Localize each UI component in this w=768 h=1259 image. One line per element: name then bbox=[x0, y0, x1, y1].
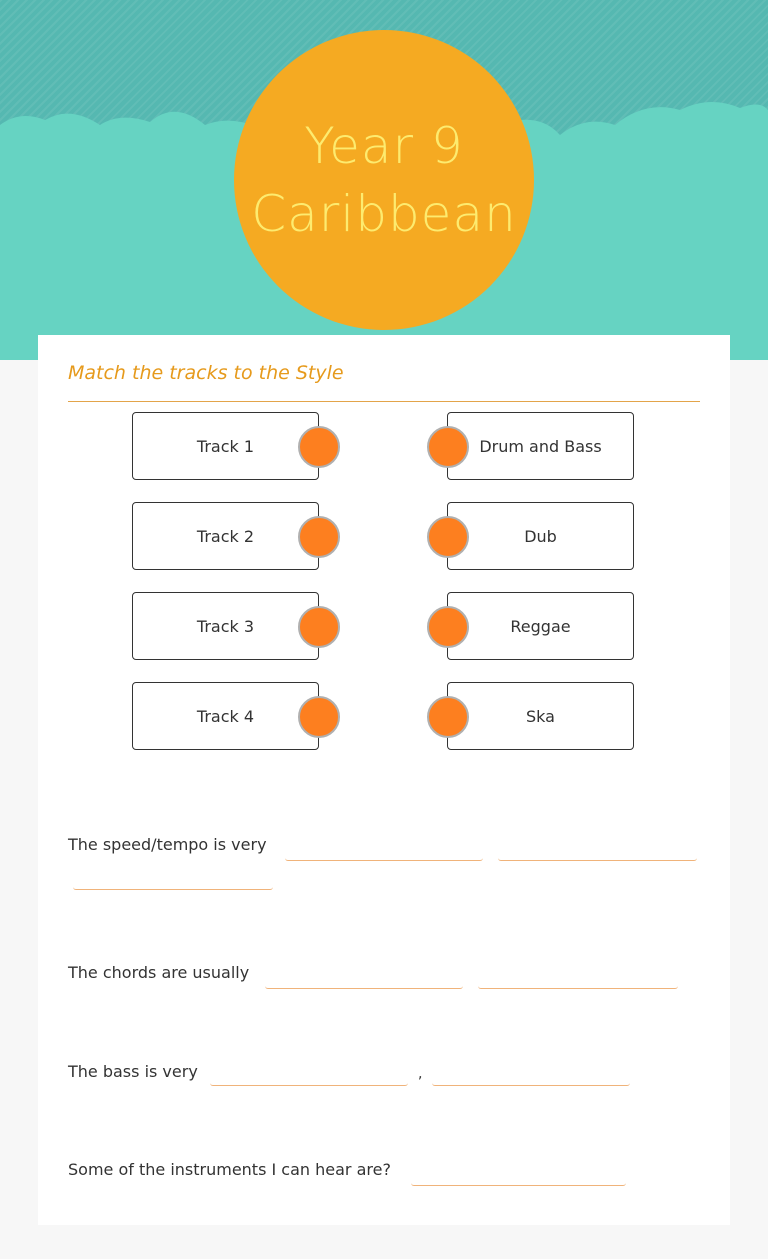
match-right-item[interactable] bbox=[447, 592, 634, 660]
match-right-label: Drum and Bass bbox=[479, 436, 602, 456]
match-right-connector[interactable] bbox=[427, 426, 469, 468]
match-left-item[interactable] bbox=[132, 682, 319, 750]
title-line-1: Year 9 bbox=[304, 117, 464, 175]
match-right-item[interactable] bbox=[447, 502, 634, 570]
answer-blank[interactable] bbox=[498, 840, 697, 861]
match-right-label: Dub bbox=[524, 526, 557, 546]
answer-blank[interactable] bbox=[210, 1065, 408, 1086]
header-banner bbox=[0, 0, 768, 360]
section-title: Match the tracks to the Style bbox=[68, 362, 344, 384]
match-right-label: Reggae bbox=[510, 616, 571, 636]
question-bass: The bass is very bbox=[68, 1062, 198, 1081]
match-left-label: Track 3 bbox=[196, 616, 255, 636]
question-chords: The chords are usually bbox=[68, 963, 250, 982]
match-right-item[interactable] bbox=[447, 412, 634, 480]
match-left-connector[interactable] bbox=[298, 606, 340, 648]
match-left-label: Track 4 bbox=[196, 706, 255, 726]
answer-blank[interactable] bbox=[478, 968, 678, 989]
divider bbox=[68, 401, 700, 402]
answer-blank[interactable] bbox=[285, 840, 483, 861]
question-tempo: The speed/tempo is very bbox=[68, 835, 267, 854]
answer-blank[interactable] bbox=[432, 1065, 630, 1086]
match-right-connector[interactable] bbox=[427, 606, 469, 648]
match-left-item[interactable] bbox=[132, 412, 319, 480]
match-left-connector[interactable] bbox=[298, 426, 340, 468]
answer-blank[interactable] bbox=[73, 869, 273, 890]
match-left-connector[interactable] bbox=[298, 516, 340, 558]
match-left-label: Track 2 bbox=[196, 526, 255, 546]
comma-separator: , bbox=[418, 1066, 423, 1082]
match-right-connector[interactable] bbox=[427, 696, 469, 738]
match-right-connector[interactable] bbox=[427, 516, 469, 558]
answer-blank[interactable] bbox=[265, 968, 463, 989]
title-line-2: Caribbean bbox=[251, 185, 517, 243]
question-instruments: Some of the instruments I can hear are? bbox=[68, 1160, 391, 1179]
match-left-label: Track 1 bbox=[196, 436, 255, 456]
match-right-item[interactable] bbox=[447, 682, 634, 750]
match-left-item[interactable] bbox=[132, 592, 319, 660]
answer-blank[interactable] bbox=[411, 1165, 626, 1186]
match-left-connector[interactable] bbox=[298, 696, 340, 738]
title-circle bbox=[234, 30, 534, 330]
match-right-label: Ska bbox=[526, 706, 555, 726]
match-left-item[interactable] bbox=[132, 502, 319, 570]
